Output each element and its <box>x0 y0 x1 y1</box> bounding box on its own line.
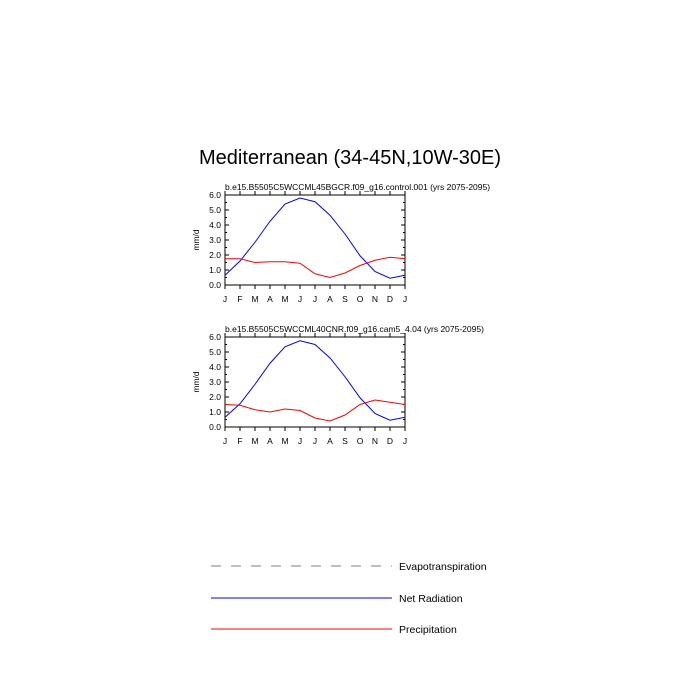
x-tick-label: J <box>222 436 228 446</box>
plot-frame <box>225 337 405 427</box>
chart-panel-2 <box>191 324 484 446</box>
x-tick-label: M <box>251 436 259 446</box>
series-line-net-radiation <box>225 341 405 421</box>
chart-subtitle: b.e15.B5505C5WCCML45BGCR.f09_g16.control.001 (yrs 2075-2095) <box>225 182 491 192</box>
x-tick-label: A <box>327 436 333 446</box>
x-tick-label: M <box>251 294 259 304</box>
x-tick-label: O <box>356 436 364 446</box>
x-tick-label: F <box>237 294 243 304</box>
x-tick-label: J <box>297 436 303 446</box>
y-tick-label: 1.0 <box>209 407 221 417</box>
y-tick-label: 5.0 <box>209 347 221 357</box>
y-axis-label: mm/d <box>191 371 201 393</box>
x-tick-label: M <box>281 436 289 446</box>
y-tick-label: 0.0 <box>209 422 221 432</box>
x-tick-label: D <box>386 436 394 446</box>
legend-label-net-radiation: Net Radiation <box>399 593 463 605</box>
x-tick-label: S <box>342 294 348 304</box>
x-tick-label: A <box>267 436 273 446</box>
y-tick-label: 5.0 <box>209 205 221 215</box>
y-tick-label: 6.0 <box>209 332 221 342</box>
x-tick-label: M <box>281 294 289 304</box>
series-line-net-radiation <box>225 198 405 278</box>
x-tick-label: A <box>267 294 273 304</box>
figure-title: Mediterranean (34-45N,10W-30E) <box>198 147 501 169</box>
series-line-precipitation <box>225 400 405 421</box>
y-axis-label: mm/d <box>191 229 201 251</box>
plot-frame <box>225 195 405 285</box>
x-tick-label: S <box>342 436 348 446</box>
y-tick-label: 6.0 <box>209 190 221 200</box>
y-tick-label: 0.0 <box>209 280 221 290</box>
y-tick-label: 4.0 <box>209 362 221 372</box>
chart-panel-1 <box>191 182 490 304</box>
y-tick-label: 1.0 <box>209 265 221 275</box>
x-tick-label: A <box>327 294 333 304</box>
x-tick-label: J <box>312 294 318 304</box>
y-tick-label: 4.0 <box>209 220 221 230</box>
legend-label-precipitation: Precipitation <box>399 624 457 636</box>
x-tick-label: J <box>222 294 228 304</box>
y-tick-label: 2.0 <box>209 392 221 402</box>
x-tick-label: F <box>237 436 243 446</box>
x-tick-label: J <box>402 294 408 304</box>
y-tick-label: 3.0 <box>209 235 221 245</box>
x-tick-label: D <box>386 294 394 304</box>
x-tick-label: N <box>371 294 379 304</box>
chart-subtitle: b.e15.B5505C5WCCML40CNR.f09_g16.cam5_4.04 (yrs 2075-2095) <box>225 324 484 334</box>
y-tick-label: 2.0 <box>209 250 221 260</box>
series-line-precipitation <box>225 257 405 277</box>
x-tick-label: J <box>297 294 303 304</box>
x-tick-label: O <box>356 294 364 304</box>
legend <box>211 561 487 636</box>
y-tick-label: 3.0 <box>209 377 221 387</box>
x-tick-label: N <box>371 436 379 446</box>
x-tick-label: J <box>312 436 318 446</box>
legend-label-evapotranspiration: Evapotranspiration <box>399 561 487 573</box>
x-tick-label: J <box>402 436 408 446</box>
